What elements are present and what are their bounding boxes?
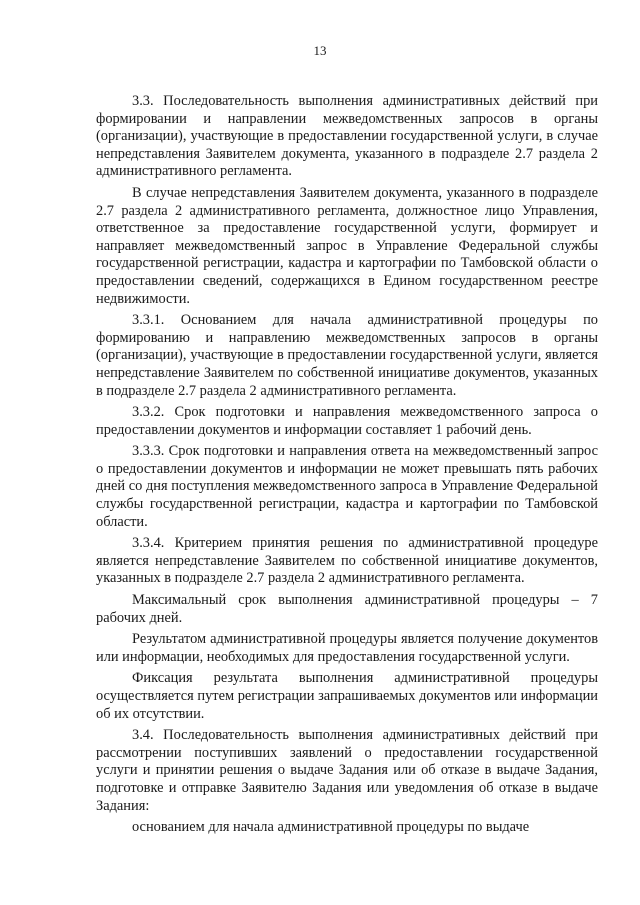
paragraph-basis-partial: основанием для начала административной процедуры по выдаче bbox=[132, 819, 530, 836]
paragraph-3-3-2: 3.3.2. Срок подготовки и направления межведомственного запроса о предоставлении документов и информации составляет 1 рабочий день. bbox=[96, 404, 598, 438]
document-body bbox=[96, 93, 598, 837]
page-number: 13 bbox=[313, 43, 327, 58]
paragraph-result: Результатом административной процедуры является получение документов или информации, необходимых для предоставления государственной услуги. bbox=[96, 631, 598, 665]
paragraph-max-term: Максимальный срок выполнения административной процедуры – 7 рабочих дней. bbox=[96, 592, 598, 626]
paragraph-3-3-3: 3.3.3. Срок подготовки и направления ответа на межведомственный запрос о предоставлении документов и информации не может превышать пять рабочих дней со дня поступления межведомственного запроса в Управление Федеральной службы государственной регистрации, кадастра и картографии по Тамбовской области. bbox=[96, 443, 598, 530]
paragraph-3-3-1: 3.3.1. Основанием для начала административной процедуры по формированию и направлению межведомственных запросов в органы (организации), участвующие в предоставлении государственной услуги, является непредставление Заявителем по собственной инициативе документов, указанных в подразделе 2.7 раздела 2 административного регламента. bbox=[96, 312, 598, 399]
paragraph-fixation: Фиксация результата выполнения административной процедуры осуществляется путем регистрации запрашиваемых документов или информации об их отсутствии. bbox=[96, 670, 598, 722]
paragraph-3-3: 3.3. Последовательность выполнения административных действий при формировании и направлении межведомственных запросов в органы (организации), участвующие в предоставлении государственной услуги, в случае непредставления Заявителем документа, указанного в подразделе 2.7 раздела 2 административного регламента. bbox=[96, 93, 598, 180]
paragraph-3-3-intro: В случае непредставления Заявителем документа, указанного в подразделе 2.7 раздела 2 административного регламента, должностное лицо Управления, ответственное за предоставление государственной услуги, формирует и направляет межведомственный запрос в Управление Федеральной службы государственной регистрации, кадастра и картографии по Тамбовской области о предоставлении сведений, содержащихся в Едином государственном реестре недвижимости. bbox=[96, 184, 598, 307]
paragraph-3-4: 3.4. Последовательность выполнения административных действий при рассмотрении поступивших заявлений о предоставлении государственной услуги и принятии решения о выдаче Задания или об отказе в выдаче Задания, подготовке и отправке Заявителю Задания или уведомления об отказе в выдаче Задания: bbox=[96, 727, 598, 814]
paragraph-3-3-4: 3.3.4. Критерием принятия решения по административной процедуре является непредставление Заявителем по собственной инициативе документов, указанных в подразделе 2.7 раздела 2 административного регламента. bbox=[96, 535, 598, 587]
